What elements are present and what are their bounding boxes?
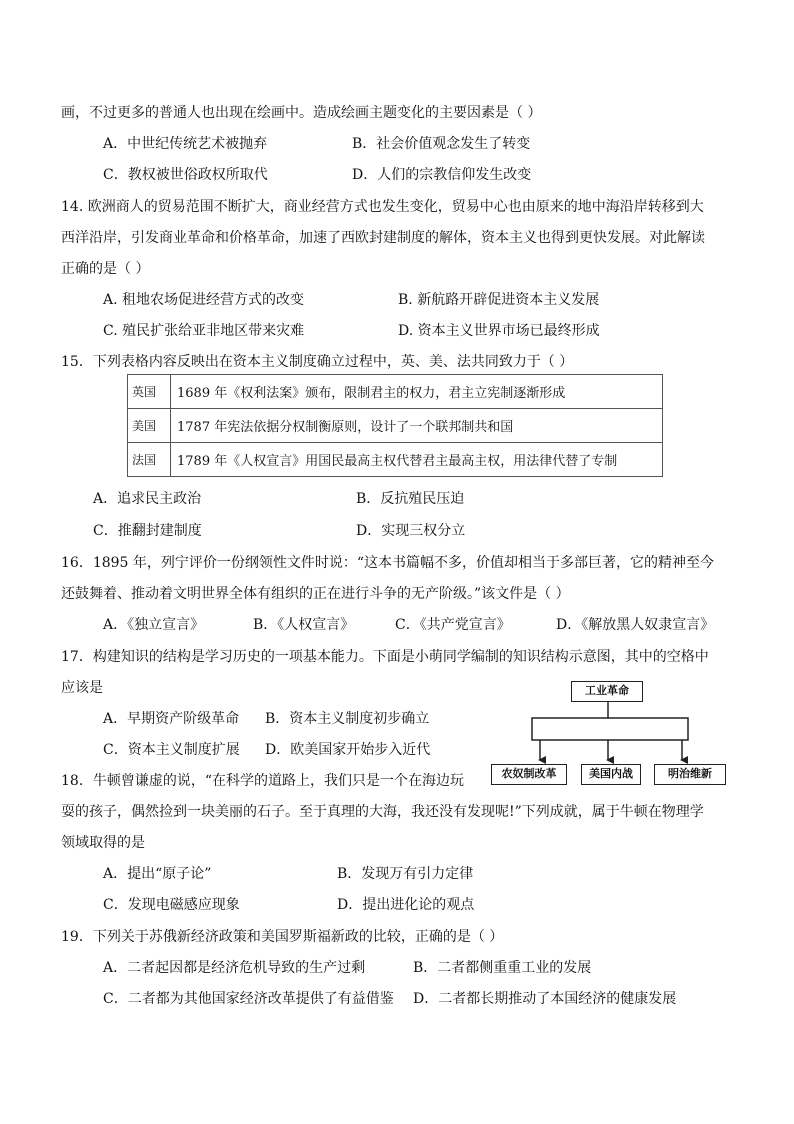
table-cell-country: 法国 [128, 443, 171, 477]
table-cell-country: 美国 [128, 409, 171, 443]
diagram-node-child-2: 美国内战 [581, 764, 641, 785]
q19-option-b[interactable]: B．二者都侧重重工业的发展 [413, 960, 592, 976]
q16-stem-line-2: 还鼓舞着、推动着文明世界全体有组织的正在进行斗争的无产阶级。”该文件是（ ） [61, 586, 570, 602]
diagram-node-child-3: 明治维新 [654, 764, 726, 785]
q13-option-b[interactable]: B．社会价值观念发生了转变 [352, 136, 531, 152]
q18-stem-line-3: 领域取得的是 [61, 835, 145, 851]
q14-option-b[interactable]: B. 新航路开辟促进资本主义发展 [398, 292, 600, 308]
q16-option-c[interactable]: C．《共产党宣言》 [395, 617, 511, 633]
table-cell-content: 1689 年《权利法案》颁布，限制君主的权力，君主立宪制逐渐形成 [171, 375, 663, 409]
q16-option-d[interactable]: D．《解放黑人奴隶宣言》 [556, 617, 715, 633]
q19-option-c[interactable]: C．二者都为其他国家经济改革提供了有益借鉴 [103, 991, 394, 1007]
q15-option-d[interactable]: D．实现三权分立 [356, 523, 466, 539]
q14-option-c[interactable]: C. 殖民扩张给亚非地区带来灾难 [103, 323, 305, 339]
table-cell-content: 1787 年宪法依据分权制衡原则，设计了一个联邦制共和国 [171, 409, 663, 443]
q15-option-b[interactable]: B．反抗殖民压迫 [356, 491, 465, 507]
q18-stem-line-1: 18．牛顿曾谦虚的说，“在科学的道路上，我们只是一个在海边玩 [61, 773, 464, 789]
q16-stem-line-1: 16．1895 年，列宁评价一份纲领性文件时说：“这本书篇幅不多，价值却相当于多部巨著，它的精神至今 [61, 555, 715, 571]
table-cell-content: 1789 年《人权宣言》用国民最高主权代替君主最高主权，用法律代替了专制 [171, 443, 663, 477]
diagram-node-child-1: 农奴制改革 [491, 764, 567, 785]
q14-stem-line-3: 正确的是（ ） [61, 261, 150, 277]
q14-stem-line-1: 14. 欧洲商人的贸易范围不断扩大，商业经营方式也发生变化，贸易中心也由原来的地中海沿岸转移到大 [61, 199, 704, 215]
q17-option-c[interactable]: C．资本主义制度扩展 [103, 742, 240, 758]
q19-option-a[interactable]: A．二者起因都是经济危机导致的生产过剩 [103, 960, 366, 976]
q14-stem-line-2: 西洋沿岸，引发商业革命和价格革命，加速了西欧封建制度的解体，资本主义也得到更快发展。对此解读 [61, 230, 705, 246]
q17-stem-line-1: 17．构建知识的结构是学习历史的一项基本能力。下面是小萌同学编制的知识结构示意图，其中的空格中 [61, 649, 709, 665]
q14-option-a[interactable]: A. 租地农场促进经营方式的改变 [103, 292, 305, 308]
table-cell-country: 英国 [128, 375, 171, 409]
q13-option-a[interactable]: A．中世纪传统艺术被抛弃 [103, 136, 268, 152]
q17-option-a[interactable]: A．早期资产阶级革命 [103, 711, 240, 727]
q18-option-d[interactable]: D．提出进化论的观点 [337, 897, 475, 913]
q18-option-c[interactable]: C．发现电磁感应现象 [103, 897, 240, 913]
q16-option-a[interactable]: A．《独立宣言》 [103, 617, 205, 633]
q13-stem-tail: 画，不过更多的普通人也出现在绘画中。造成绘画主题变化的主要因素是（ ） [61, 105, 542, 121]
q17-option-d[interactable]: D．欧美国家开始步入近代 [265, 742, 431, 758]
q13-option-c[interactable]: C．教权被世俗政权所取代 [103, 167, 268, 183]
diagram-blank-box [532, 718, 688, 740]
q14-option-d[interactable]: D. 资本主义世界市场已最终形成 [398, 323, 600, 339]
q13-option-d[interactable]: D．人们的宗教信仰发生改变 [352, 167, 532, 183]
q19-option-d[interactable]: D．二者都长期推动了本国经济的健康发展 [413, 991, 677, 1007]
q17-stem-line-2: 应该是 [61, 680, 103, 696]
q18-option-a[interactable]: A．提出“原子论” [103, 866, 212, 882]
q17-option-b[interactable]: B．资本主义制度初步确立 [265, 711, 430, 727]
q18-option-b[interactable]: B．发现万有引力定律 [337, 866, 474, 882]
q15-option-a[interactable]: A．追求民主政治 [93, 491, 202, 507]
diagram-node-top: 工业革命 [571, 681, 643, 702]
q16-option-b[interactable]: B．《人权宣言》 [253, 617, 355, 633]
q15-stem: 15．下列表格内容反映出在资本主义制度确立过程中，英、美、法共同致力于（ ） [61, 354, 574, 370]
q15-option-c[interactable]: C．推翻封建制度 [93, 523, 202, 539]
q19-stem: 19．下列关于苏俄新经济政策和美国罗斯福新政的比较，正确的是（ ） [61, 929, 504, 945]
q18-stem-line-2: 耍的孩子，偶然捡到一块美丽的石子。至于真理的大海，我还没有发现呢!”下列成就，属于牛顿在物理学 [61, 804, 704, 820]
